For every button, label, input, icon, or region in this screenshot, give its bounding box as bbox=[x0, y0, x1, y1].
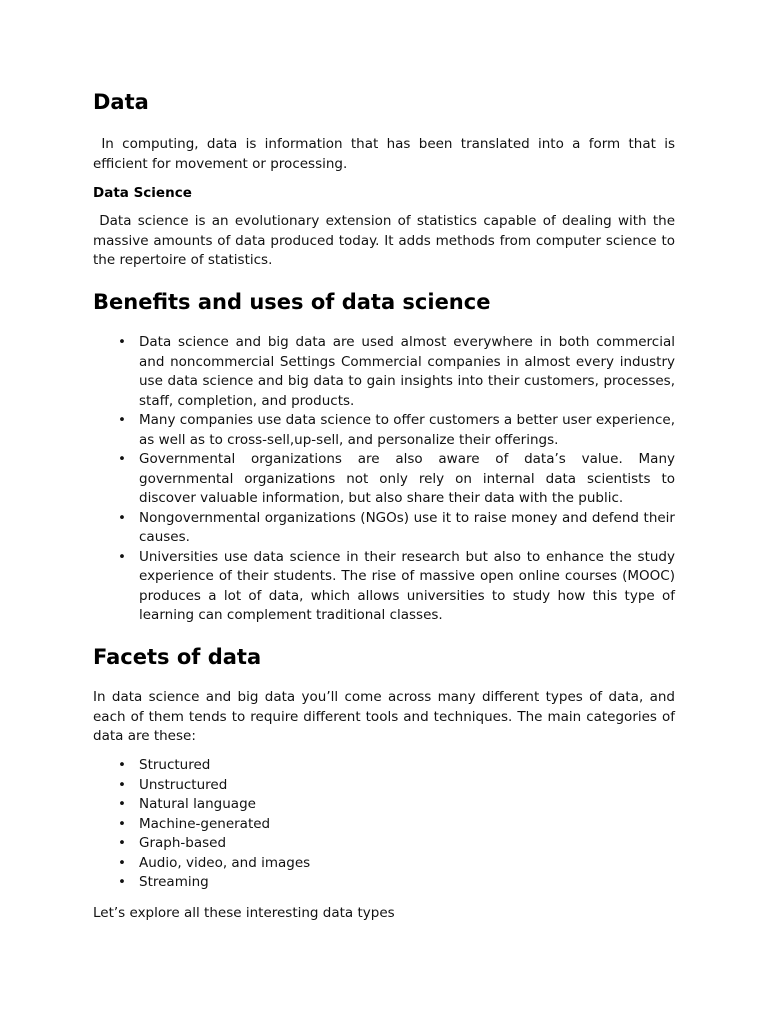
list-item-text: Graph-based bbox=[139, 835, 227, 851]
list-item bbox=[93, 548, 675, 626]
list-item-text: Data science and big data are used almost everywhere in both commercial and noncommercial Settings Commercial companies in almost every industry use data science and big data to gain insights into their customers, processes, staff, completion, and products. bbox=[139, 334, 675, 409]
list-item bbox=[93, 873, 675, 893]
bullet-icon: • bbox=[118, 757, 126, 773]
bullet-icon: • bbox=[118, 835, 126, 851]
section-title-benefits: Benefits and uses of data science bbox=[93, 290, 491, 314]
list-item-text: Universities use data science in their research but also to enhance the study experience of their students. The rise of massive open online courses (MOOC) produces a lot of data, which allows universities to study how this type of learning can complement traditional classes. bbox=[139, 548, 675, 623]
data-science-paragraph: Data science is an evolutionary extension of statistics capable of dealing with the massive amounts of data produced today. It adds methods from computer science to the repertoire of statistics. bbox=[93, 213, 676, 268]
list-item bbox=[93, 509, 675, 548]
subheading-data-science: Data Science bbox=[93, 185, 192, 201]
list-item-text: Many companies use data science to offer customers a better user experience, as well as to cross-sell,up-sell, and personalize their offerings. bbox=[139, 412, 675, 448]
benefits-list bbox=[93, 333, 675, 626]
bullet-icon: • bbox=[118, 815, 126, 832]
bullet-icon: • bbox=[118, 776, 126, 793]
bullet-icon: • bbox=[118, 548, 126, 565]
facets-intro-paragraph: In data science and big data you’ll come across many different types of data, and each of them tends to require different tools and techniques. The main categories of data are these: bbox=[93, 689, 675, 744]
bullet-icon: • bbox=[118, 451, 126, 467]
bullet-icon: • bbox=[118, 874, 126, 890]
closing-paragraph: Let’s explore all these interesting data types bbox=[93, 905, 395, 921]
list-item bbox=[93, 756, 675, 776]
list-item-text: Unstructured bbox=[139, 776, 228, 793]
list-item-text: Governmental organizations are also aware of data’s value. Many governmental organizations not only rely on internal data scientists to discover valuable information, but also share their data with the public. bbox=[139, 451, 675, 506]
section-title-data: Data bbox=[93, 90, 149, 114]
list-item bbox=[93, 776, 675, 796]
bullet-icon: • bbox=[118, 796, 126, 812]
list-item bbox=[93, 795, 675, 815]
bullet-icon: • bbox=[118, 334, 126, 350]
list-item-text: Machine-generated bbox=[139, 815, 271, 832]
bullet-icon: • bbox=[118, 509, 126, 526]
bullet-icon: • bbox=[118, 854, 126, 871]
list-item bbox=[93, 834, 675, 854]
list-item-text: Natural language bbox=[139, 796, 256, 812]
list-item-text: Nongovernmental organizations (NGOs) use it to raise money and defend their causes. bbox=[139, 509, 675, 545]
list-item-text: Structured bbox=[139, 757, 211, 773]
facets-list bbox=[93, 756, 675, 893]
section-title-facets: Facets of data bbox=[93, 645, 262, 669]
list-item bbox=[93, 854, 675, 874]
list-item-text: Audio, video, and images bbox=[139, 854, 311, 871]
list-item-text: Streaming bbox=[139, 874, 209, 890]
list-item bbox=[93, 450, 675, 509]
data-definition-paragraph: In computing, data is information that has been translated into a form that is efficient for movement or processing. bbox=[93, 136, 675, 172]
bullet-icon: • bbox=[118, 412, 126, 428]
list-item bbox=[93, 411, 675, 450]
list-item bbox=[93, 815, 675, 835]
list-item bbox=[93, 333, 675, 411]
